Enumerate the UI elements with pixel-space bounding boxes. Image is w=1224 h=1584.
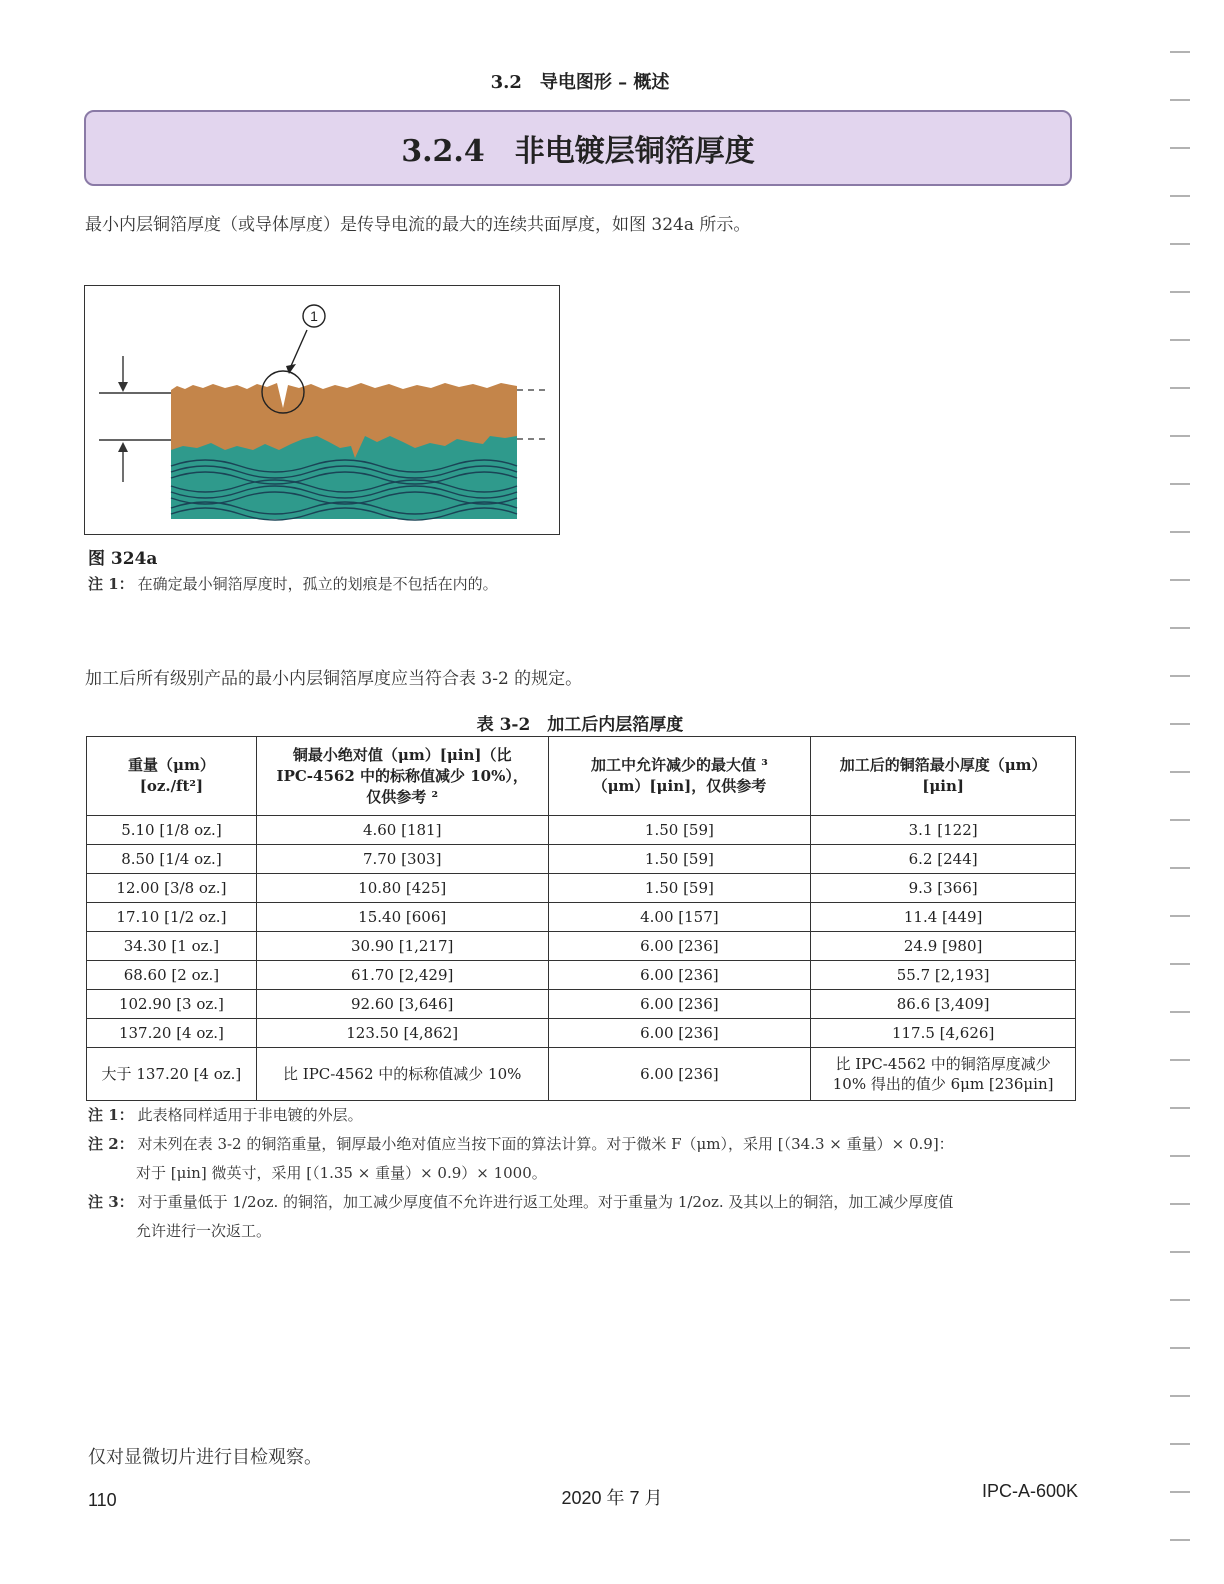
header-weight: 重量（μm） [oz./ft²] (87, 737, 257, 816)
table-row: 137.20 [4 oz.] 123.50 [4,862] 6.00 [236] 117.5 [4,626] (87, 1019, 1076, 1048)
table-row-last: 大于 137.20 [4 oz.] 比 IPC-4562 中的标称值减少 10% 6.00 [236] 比 IPC-4562 中的铜箔厚度减少 10% 得出的值少 6μm [236μin] (87, 1048, 1076, 1101)
section-title-banner (84, 110, 1072, 186)
callout-leader (291, 330, 307, 366)
table-header-row (87, 737, 1076, 816)
table-row: 8.50 [1/4 oz.] 7.70 [303] 1.50 [59] 6.2 [244] (87, 845, 1076, 874)
page-title: 3.2.4 非电镀层铜箔厚度 (401, 134, 755, 169)
figure-324a (84, 285, 560, 535)
observation-note: 仅对显微切片进行目检观察。 (88, 1447, 322, 1468)
table-row: 5.10 [1/8 oz.] 4.60 [181] 1.50 [59] 3.1 [122] (87, 816, 1076, 845)
header-max-reduction: 加工中允许减少的最大值 ³ （μm）[μin]，仅供参考 (548, 737, 811, 816)
publication-date: 2020 年 7 月 (561, 1488, 663, 1508)
page-edge-tabs (1166, 0, 1196, 1584)
copper-thickness-table (86, 736, 1076, 1101)
table-row: 68.60 [2 oz.] 61.70 [2,429] 6.00 [236] 55.7 [2,193] (87, 961, 1076, 990)
section-header: 3.2 导电图形 – 概述 (490, 72, 670, 93)
table-row: 34.30 [1 oz.] 30.90 [1,217] 6.00 [236] 24.9 [980] (87, 932, 1076, 961)
header-min-after-processing: 加工后的铜箔最小厚度（μm） [μin] (811, 737, 1076, 816)
copper-cross-section-diagram (85, 286, 558, 533)
table-note-2: 注 2： 对未列在表 3-2 的铜箔重量，铜厚最小绝对值应当按下面的算法计算。对于微米 F（μm），采用 [（34.3 × 重量）× 0.9]： 对于 [μin] 微英寸，采用 [（1.35 × 重量）× 0.9）× 1000。 (88, 1135, 954, 1182)
figure-note-label: 注 1： (88, 575, 134, 593)
page-number: 110 (88, 1490, 117, 1510)
document-id: IPC-A-600K (981, 1481, 1078, 1501)
table-row: 12.00 [3/8 oz.] 10.80 [425] 1.50 [59] 9.3 [366] (87, 874, 1076, 903)
header-min-absolute: 铜最小绝对值（μm）[μin]（比 IPC-4562 中的标称值减少 10%）， 仅供参考 ² (256, 737, 548, 816)
table-note-3: 注 3： 对于重量低于 1/2oz. 的铜箔，加工减少厚度值不允许进行返工处理。对于重量为 1/2oz. 及其以上的铜箔，加工减少厚度值 允许进行一次返工。 (88, 1193, 954, 1240)
bottom-arrow-head (118, 442, 128, 452)
requirement-paragraph: 加工后所有级别产品的最小内层铜箔厚度应当符合表 3-2 的规定。 (85, 669, 583, 689)
callout-number: 1 (310, 308, 318, 324)
table-note-1: 注 1： 此表格同样适用于非电镀的外层。 (88, 1106, 363, 1124)
figure-caption: 图 324a (88, 549, 158, 569)
figure-note-text: 在确定最小铜箔厚度时，孤立的划痕是不包括在内的。 (137, 575, 498, 593)
intro-paragraph: 最小内层铜箔厚度（或导体厚度）是传导电流的最大的连续共面厚度，如图 324a 所示。 (85, 215, 751, 235)
figure-note (88, 570, 498, 599)
top-arrow-head (118, 382, 128, 392)
table-caption: 表 3-2 加工后内层箔厚度 (476, 715, 684, 735)
table-row: 17.10 [1/2 oz.] 15.40 [606] 4.00 [157] 11.4 [449] (87, 903, 1076, 932)
table-row: 102.90 [3 oz.] 92.60 [3,646] 6.00 [236] 86.6 [3,409] (87, 990, 1076, 1019)
